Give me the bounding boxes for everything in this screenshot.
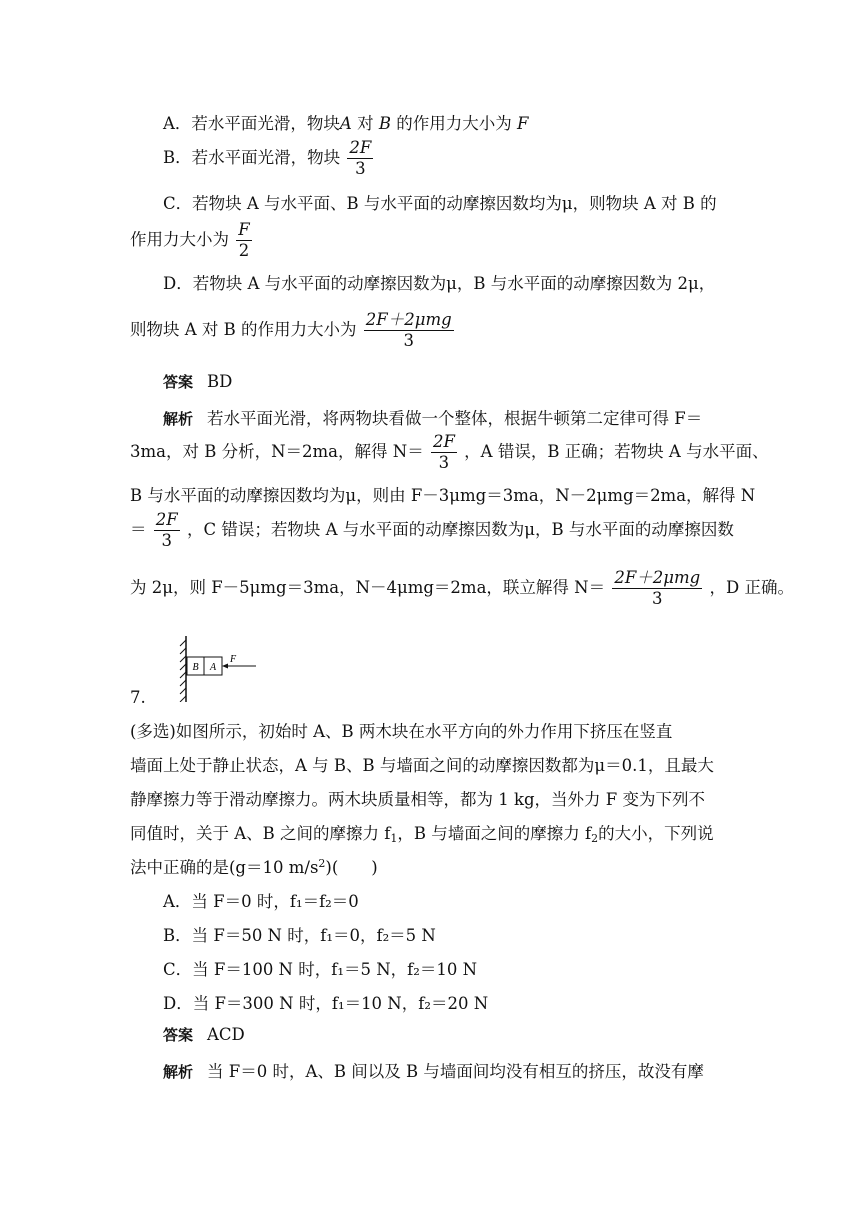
block-b-label: B (192, 662, 199, 673)
q7-number: 7. (130, 688, 146, 707)
q6-analysis-line3: B 与水平面的动摩擦因数均为μ，则由 F－3μmg＝3ma，N－2μmg＝2ma，解得 N (130, 486, 756, 505)
q7-stem-line1: (多选)如图所示，初始时 A、B 两木块在水平方向的外力作用下挤压在竖直 (130, 722, 673, 741)
q6-option-b-fraction: $\frac{2F}{3}$ (349, 138, 372, 178)
q6-analysis-label: 解析 (163, 410, 194, 428)
block-a-label: A (209, 662, 217, 673)
q7-option-a: A．当 F＝0 时，f₁＝f₂＝0 (163, 892, 359, 911)
q6-analysis-fraction-3: $\frac{\text{2F＋2μmg}}{3}$ (614, 568, 701, 608)
q6-option-a-text3: 的作用力大小为 (396, 114, 512, 133)
force-arrow-head (222, 664, 228, 669)
q6-option-a-var-a: A (339, 114, 352, 133)
q6-option-a-var-f: F (516, 114, 529, 133)
q6-option-d-fraction: $\frac{\text{2F＋2μmg}}{3}$ (365, 310, 452, 350)
q6-option-a (163, 110, 528, 134)
q7-answer-value: ACD (207, 1025, 245, 1044)
wall-hatching (180, 640, 186, 702)
force-label: F (230, 654, 237, 665)
q6-analysis-fraction-1: $\frac{2F}{3}$ (432, 432, 455, 472)
q6-option-c-line2: 作用力大小为 $\frac{F}{2}$ (130, 220, 250, 260)
q6-analysis-line5: 为 2μ，则 F－5μmg＝3ma，N－4μmg＝2ma，联立解得 N＝ $\frac{\text{2F＋2μmg}}{3}$ ，D 正确。 (130, 568, 794, 608)
q6-option-a-text: A．若水平面光滑，物块 (163, 114, 340, 133)
q6-option-b (163, 138, 375, 179)
q7-stem-line5: 法中正确的是(g＝10 $m/s^2$)( ) (130, 857, 378, 877)
q7-stem-line3: 静摩擦力等于滑动摩擦力。两木块质量相等，都为 1 kg，当外力 F 变为下列不 (130, 790, 705, 809)
q7-stem-line2: 墙面上处于静止状态，A 与 B、B 与墙面之间的动摩擦因数都为μ＝0.1，且最大 (130, 756, 714, 775)
q7-answer-label: 答案 (163, 1026, 194, 1044)
q7-option-b: B．当 F＝50 N 时，f₁＝0，f₂＝5 N (163, 926, 436, 945)
q6-option-b-text: B．若水平面光滑，物块 (163, 148, 341, 167)
q7-analysis-label: 解析 (163, 1063, 194, 1081)
q7-analysis-line1: 解析 当 F＝0 时，A、B 间以及 B 与墙面间均没有相互的挤压，故没有摩 (163, 1062, 704, 1081)
q6-option-c-fraction: $\frac{F}{2}$ (238, 220, 250, 260)
q6-option-c-line1: C．若物块 A 与水平面、B 与水平面的动摩擦因数均为μ，则物块 A 对 B 的 (163, 194, 717, 213)
q6-analysis-line2: 3ma，对 B 分析，N＝2ma，解得 N＝ $\frac{2F}{3}$ ，A 错误，B 正确；若物块 A 与水平面、 (130, 432, 769, 472)
q6-option-a-text2: 对 (357, 114, 374, 133)
q6-option-d-line2: 则物块 A 对 B 的作用力大小为 $\frac{\text{2F＋2μmg}}{3}$ (130, 310, 452, 350)
q7-answer (163, 1024, 245, 1045)
q7-figure (178, 636, 262, 702)
q6-answer-label: 答案 (163, 373, 194, 391)
q6-option-a-var-b: B (378, 114, 391, 133)
q6-analysis-fraction-2: $\frac{2F}{3}$ (155, 510, 178, 550)
q6-analysis-line4: ＝ $\frac{2F}{3}$ ，C 错误；若物块 A 与水平面的动摩擦因数为μ，B 与水平面的动摩擦因数 (130, 510, 734, 550)
q7-option-c: C．当 F＝100 N 时，f₁＝5 N，f₂＝10 N (163, 960, 478, 979)
q6-analysis-line1: 解析 若水平面光滑，将两物块看做一个整体，根据牛顿第二定律可得 F＝ (163, 409, 703, 428)
q6-option-d-line1: D．若物块 A 与水平面的动摩擦因数为μ，B 与水平面的动摩擦因数为 2μ， (163, 274, 716, 293)
q6-answer (163, 371, 232, 392)
q7-stem-line4: 同值时，关于 A、B 之间的摩擦力 $f_1$，B 与墙面之间的摩擦力 $f_2$的大小，下列说 (130, 824, 714, 845)
q6-answer-value: BD (207, 372, 233, 391)
q7-option-d: D．当 F＝300 N 时，f₁＝10 N，f₂＝20 N (163, 994, 489, 1013)
